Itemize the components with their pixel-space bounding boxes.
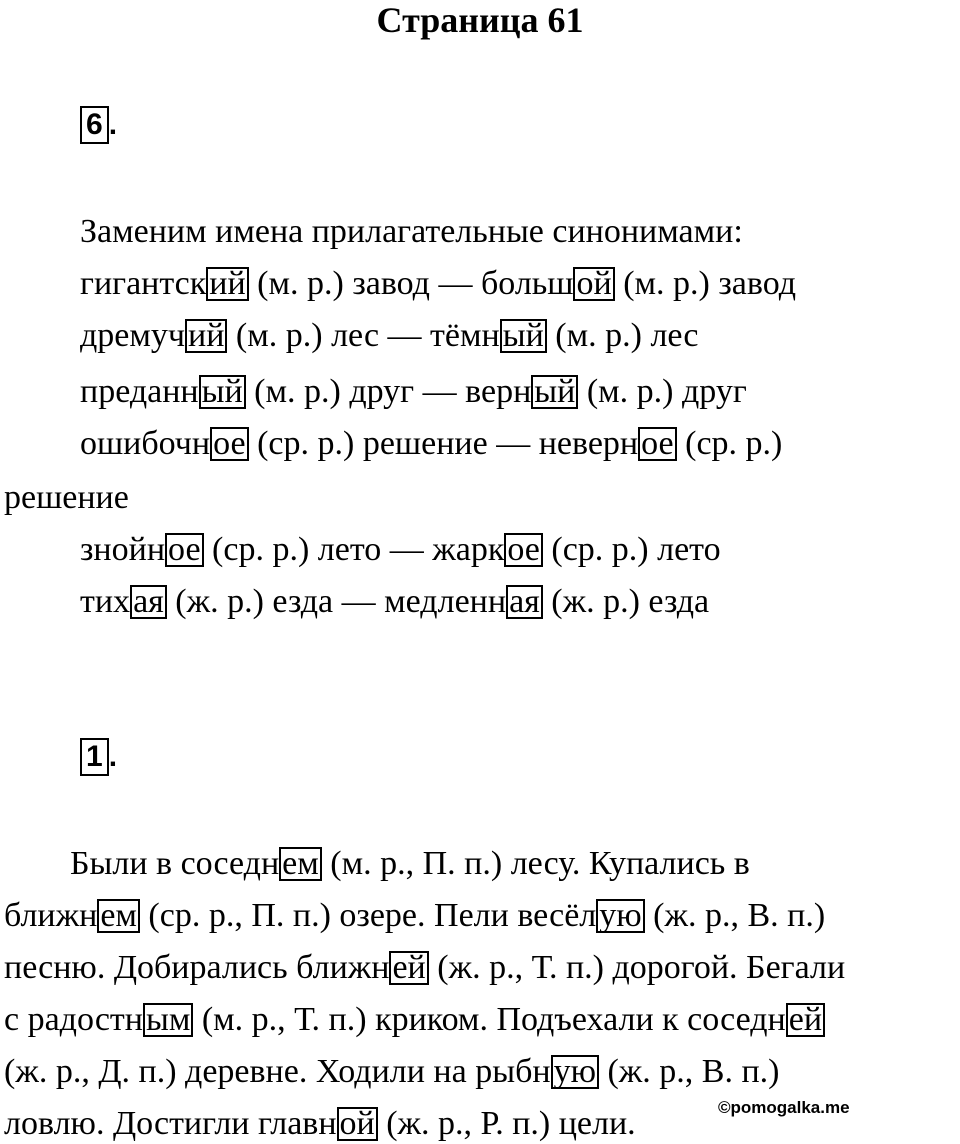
ending-box: ое [638, 427, 677, 461]
ending-box: ую [596, 899, 644, 933]
line-text: (ср. р.) лето [542, 531, 721, 568]
task-number-box: 6 [80, 106, 109, 144]
line-text: Были в соседн [70, 845, 280, 882]
line-text: решение [4, 479, 129, 516]
line-text: (ж. р., Т. п.) дорогой. Бегали [428, 949, 846, 986]
ending-box: ей [786, 1003, 825, 1037]
ending-box: ая [506, 585, 543, 619]
ending-box: ый [531, 375, 578, 409]
ending-box: ую [551, 1055, 599, 1089]
ending-box: ое [504, 533, 543, 567]
ending-box: ой [337, 1107, 378, 1141]
line-text: (ж. р., В. п.) [598, 1053, 780, 1090]
task-1-line [4, 1104, 636, 1144]
task-number-box: 1 [80, 738, 109, 776]
watermark: ©pomogalka.me [718, 1098, 850, 1117]
task-1-line [4, 1000, 825, 1040]
task-1-line [70, 844, 750, 884]
line-text: ближн [4, 897, 98, 934]
line-text: (м. р.) друг [578, 373, 747, 410]
task-6-number: 6 . [80, 106, 117, 144]
line-text: (м. р.) завод — больш [248, 265, 574, 302]
line-text: (м. р.) друг — верн [245, 373, 532, 410]
line-text: песню. Добирались ближн [4, 949, 390, 986]
line-text: (м. р.) завод [614, 265, 797, 302]
ending-box: ое [165, 533, 204, 567]
line-text: (м. р.) лес [546, 317, 699, 354]
line-text: гигантск [80, 265, 207, 302]
line-text: с радостн [4, 1001, 143, 1038]
line-text: (м. р., Т. п.) криком. Подъехали к соседн [193, 1001, 786, 1038]
ending-box: ем [97, 899, 140, 933]
line-text: (ж. р.) езда [542, 583, 710, 620]
line-text: знойн [80, 531, 166, 568]
task-6-line [80, 582, 709, 622]
page-title: Страница 61 [376, 0, 584, 40]
line-text: (ср. р., П. п.) озере. Пели весёл [139, 897, 597, 934]
ending-box: ая [130, 585, 167, 619]
line-text: (м. р.) лес — тёмн [227, 317, 500, 354]
task-6-line [80, 530, 721, 570]
line-text: (ср. р.) [676, 425, 783, 462]
task-6-line [80, 372, 747, 412]
ending-box: ий [206, 267, 248, 301]
ending-box: ой [573, 267, 614, 301]
line-text: ловлю. Достигли главн [4, 1105, 337, 1142]
task-6-line [80, 264, 796, 304]
ending-box: ый [500, 319, 547, 353]
task-6-line [80, 316, 698, 356]
task-1-line [4, 948, 845, 988]
line-text: (ср. р.) решение — неверн [248, 425, 639, 462]
task-1-line [4, 896, 825, 936]
ending-box: ем [279, 847, 322, 881]
ending-box: ое [210, 427, 249, 461]
task-6-line [80, 424, 782, 464]
ending-box: ый [199, 375, 246, 409]
task-1-number: 1 . [80, 738, 117, 776]
ending-box: ий [185, 319, 227, 353]
line-text: тих [80, 583, 131, 620]
task-6-intro: Заменим имена прилагательные синонимами: [80, 213, 743, 250]
line-text: (ж. р., Р. п.) цели. [377, 1105, 636, 1142]
task-1-line [4, 1052, 779, 1092]
ending-box: ым [143, 1003, 193, 1037]
line-text: (ж. р.) езда — медленн [166, 583, 507, 620]
line-text: (м. р., П. п.) лесу. Купались в [321, 845, 750, 882]
task-6-line [4, 478, 129, 518]
line-text: (ж. р., Д. п.) деревне. Ходили на рыбн [4, 1053, 551, 1090]
ending-box: ей [389, 951, 428, 985]
line-text: ошибочн [80, 425, 211, 462]
line-text: дремуч [80, 317, 186, 354]
line-text: (ср. р.) лето — жарк [203, 531, 505, 568]
line-text: (ж. р., В. п.) [644, 897, 826, 934]
line-text: преданн [80, 373, 199, 410]
